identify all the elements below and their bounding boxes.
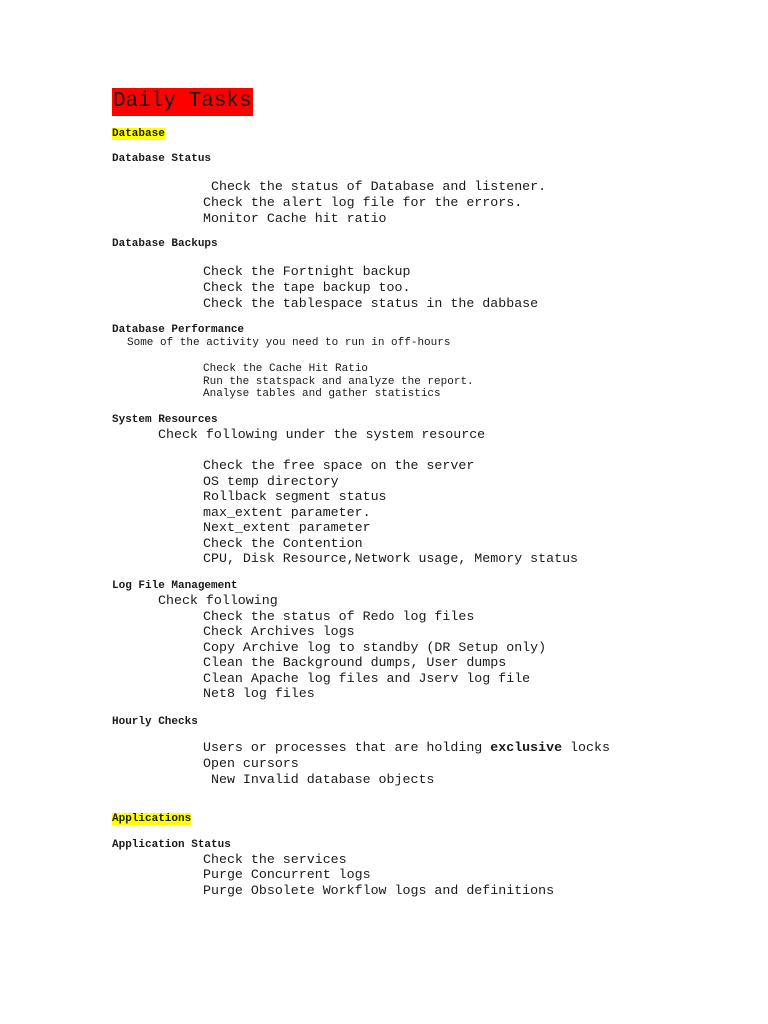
list-item: max_extent parameter.	[203, 505, 371, 520]
list-item: Check Archives logs	[203, 624, 355, 639]
list-item: Check the Fortnight backup	[203, 264, 411, 279]
heading-application-status: Application Status	[112, 839, 231, 851]
item-suffix: locks	[562, 740, 610, 755]
list-item	[203, 740, 610, 756]
list-item: Analyse tables and gather statistics	[203, 388, 441, 400]
list-item: Check the status of Database and listener.	[203, 179, 547, 194]
heading-system-resources: System Resources	[112, 414, 218, 426]
list-item: Check the status of Redo log files	[203, 609, 475, 624]
system-resources-intro: Check following under the system resource	[158, 427, 486, 442]
list-item: New Invalid database objects	[203, 772, 435, 787]
heading-database-status: Database Status	[112, 153, 212, 165]
list-item: Check the alert log file for the errors.	[203, 195, 523, 210]
list-item: Copy Archive log to standby (DR Setup only)	[203, 640, 547, 655]
section-label-database: Database	[112, 128, 165, 140]
list-item: Open cursors	[203, 756, 299, 771]
list-item: Check the tablespace status in the dabbase	[203, 296, 539, 311]
section-label-applications: Applications	[112, 813, 192, 825]
page-title: Daily Tasks	[112, 88, 253, 116]
list-item: Rollback segment status	[203, 489, 387, 504]
list-item: Purge Concurrent logs	[203, 867, 371, 882]
log-file-intro: Check following	[158, 593, 278, 608]
list-item: OS temp directory	[203, 474, 339, 489]
list-item: Clean the Background dumps, User dumps	[203, 655, 507, 670]
list-item: Purge Obsolete Workflow logs and definitions	[203, 883, 555, 898]
heading-hourly-checks: Hourly Checks	[112, 716, 198, 728]
list-item: Run the statspack and analyze the report.	[203, 376, 474, 388]
list-item: Monitor Cache hit ratio	[203, 211, 387, 226]
list-item: Check the free space on the server	[203, 458, 475, 473]
heading-database-backups: Database Backups	[112, 238, 218, 250]
list-item: Net8 log files	[203, 686, 315, 701]
list-item: Next_extent parameter	[203, 520, 371, 535]
list-item: Check the Cache Hit Ratio	[203, 363, 369, 375]
heading-log-file-management: Log File Management	[112, 580, 238, 592]
list-item: Clean Apache log files and Jserv log file	[203, 671, 531, 686]
list-item: Check the services	[203, 852, 347, 867]
list-item: Check the tape backup too.	[203, 280, 411, 295]
heading-database-performance: Database Performance	[112, 324, 245, 336]
item-prefix: Users or processes that are holding	[203, 740, 491, 755]
performance-note: Some of the activity you need to run in off-hours	[127, 337, 451, 349]
list-item: CPU, Disk Resource,Network usage, Memory status	[203, 551, 579, 566]
emphasis-text: exclusive	[490, 740, 563, 755]
list-item: Check the Contention	[203, 536, 363, 551]
